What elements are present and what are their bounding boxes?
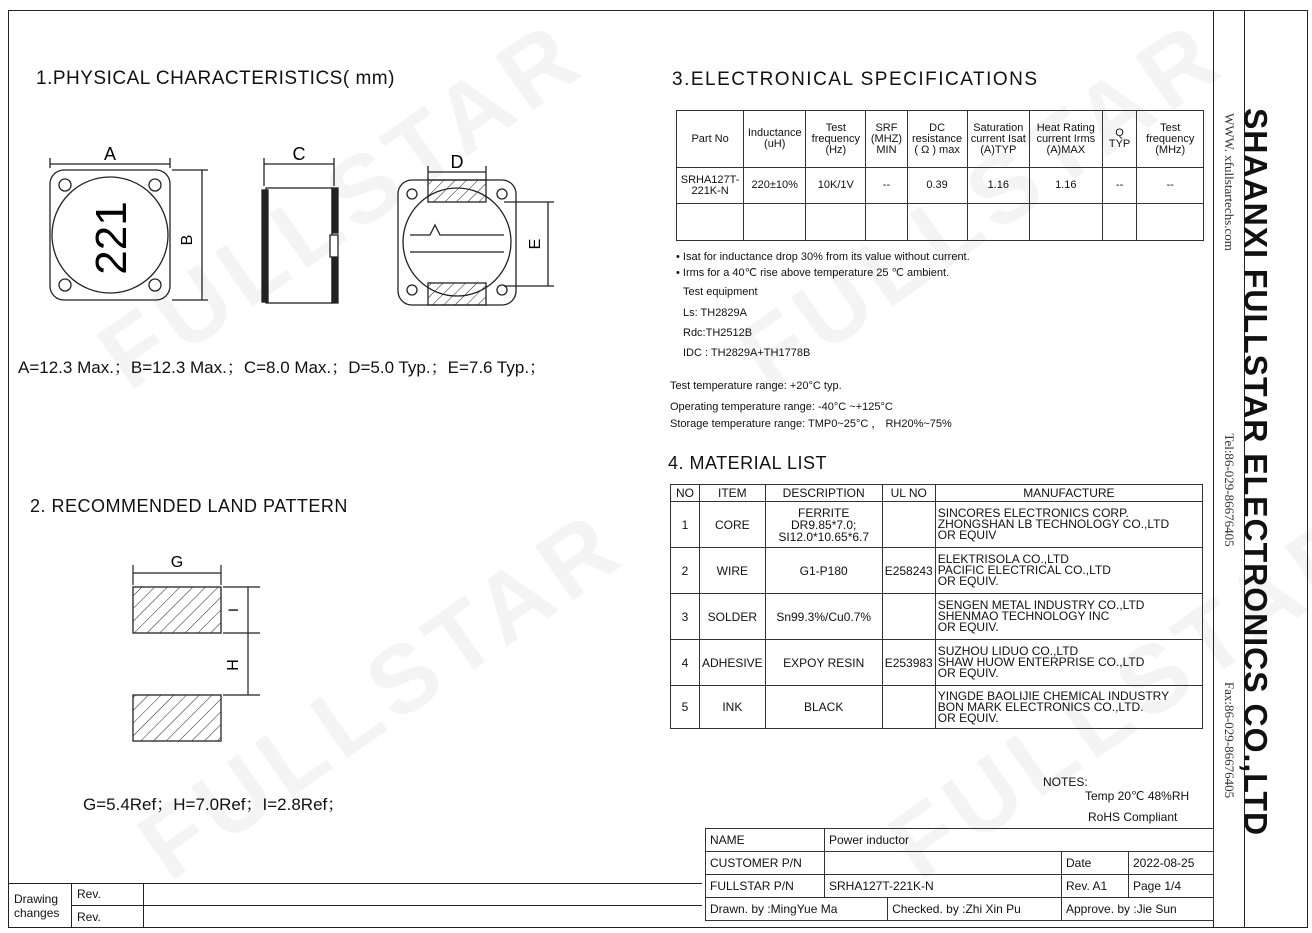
material-row	[671, 640, 1203, 686]
changes-divider	[71, 905, 702, 906]
note-equipment: Test equipment	[683, 286, 758, 298]
material-item: SOLDER	[700, 594, 766, 640]
material-item: ADHESIVE	[700, 640, 766, 686]
material-manufacturer: SINCORES ELECTRONICS CORP. ZHONGSHAN LB TECHNOLOGY CO.,LTD OR EQUIV	[935, 502, 1202, 548]
name-value: Power inductor	[825, 829, 1214, 852]
material-table	[670, 484, 1203, 729]
spec-data-row	[677, 168, 1204, 204]
material-desc: BLACK	[765, 686, 882, 729]
spec-cell: --	[1102, 168, 1137, 204]
material-row	[671, 502, 1203, 548]
spec-header: Q TYP	[1102, 111, 1137, 168]
note-irms: • Irms for a 40℃ rise above temperature 25 ℃ ambient.	[676, 267, 950, 279]
material-item: WIRE	[700, 548, 766, 594]
spec-header: DC resistance ( Ω ) max	[907, 111, 967, 168]
material-desc: EXPOY RESIN	[765, 640, 882, 686]
spec-header-row	[677, 111, 1204, 168]
company-website: WWW. xfullstartechs.com	[1222, 113, 1237, 251]
material-row	[671, 686, 1203, 729]
note-isat: • Isat for inductance drop 30% from its value without current.	[676, 251, 970, 263]
dim-label-d: D	[450, 152, 464, 172]
material-manufacturer: SENGEN METAL INDUSTRY CO.,LTD SHENMAO TECHNOLOGY INC OR EQUIV.	[935, 594, 1202, 640]
material-desc: FERRITE DR9.85*7.0; SI12.0*10.65*6.7	[765, 502, 882, 548]
note-test-temp: Test temperature range: +20°C typ.	[670, 380, 842, 392]
spec-table	[676, 110, 1204, 241]
spec-cell: --	[866, 168, 907, 204]
company-fax: Fax:86-029-86676405	[1222, 681, 1237, 799]
note-idc: IDC : TH2829A+TH1778B	[683, 347, 811, 359]
spec-header: Test frequency (MHz)	[1137, 111, 1204, 168]
material-header: MANUFACTURE	[935, 485, 1202, 502]
bottom-view	[398, 166, 554, 305]
material-header-row	[671, 485, 1203, 502]
spec-empty-row	[677, 204, 1204, 241]
material-manufacturer: ELEKTRISOLA CO.,LTD PACIFIC ELECTRICAL CO.,LTD OR EQUIV.	[935, 548, 1202, 594]
part-marking: 221	[87, 201, 136, 275]
spec-header: Inductance (uH)	[744, 111, 806, 168]
physical-drawing	[20, 140, 580, 315]
material-ul	[882, 502, 935, 548]
fullstar-pn-label: FULLSTAR P/N	[706, 875, 825, 898]
spec-header: Heat Rating current Irms (A)MAX	[1029, 111, 1102, 168]
material-desc: Sn99.3%/Cu0.7%	[765, 594, 882, 640]
land-label-g: G	[170, 554, 184, 571]
physical-dimensions: A=12.3 Max.；B=12.3 Max.；C=8.0 Max.；D=5.0 Typ.；E=7.6 Typ.；	[18, 358, 547, 377]
material-no: 4	[671, 640, 700, 686]
spec-cell: --	[1137, 168, 1204, 204]
checked-by: Checked. by :Zhi Xin Pu	[888, 898, 1062, 921]
rev-row-2: Rev.	[77, 910, 101, 924]
title-block	[705, 828, 1214, 921]
spec-header: Saturation current Isat (A)TYP	[967, 111, 1029, 168]
land-label-i: I	[225, 608, 241, 612]
fullstar-pn-value: SRHA127T-221K-N	[825, 875, 1062, 898]
dim-label-e: E	[527, 238, 544, 250]
material-item: INK	[700, 686, 766, 729]
company-name: SHAANXI FULLSTAR ELECTRONICS CO.,LTD	[1237, 107, 1274, 837]
material-item: CORE	[700, 502, 766, 548]
spec-cell: 1.16	[1029, 168, 1102, 204]
approved-by: Approve. by :Jie Sun	[1062, 898, 1214, 921]
title-block-row	[706, 829, 1214, 852]
dim-label-b: B	[179, 234, 196, 246]
material-header: DESCRIPTION	[765, 485, 882, 502]
dim-label-a: A	[103, 144, 117, 164]
title-block-row	[706, 898, 1214, 921]
rev-row-1: Rev.	[77, 887, 101, 901]
material-ul	[882, 686, 935, 729]
spec-header: SRF (MHZ) MIN	[866, 111, 907, 168]
material-ul: E258243	[882, 548, 935, 594]
notes-rohs: RoHS Compliant	[1088, 810, 1178, 824]
spec-cell: 0.39	[907, 168, 967, 204]
spec-cell: 10K/1V	[806, 168, 866, 204]
rev-label: Rev. A1	[1062, 875, 1129, 898]
physical-title: 1.PHYSICAL CHARACTERISTICS( mm)	[36, 68, 395, 89]
material-header: NO	[671, 485, 700, 502]
name-label: NAME	[706, 829, 825, 852]
title-block-row	[706, 875, 1214, 898]
spec-header: Test frequency (Hz)	[806, 111, 866, 168]
notes-label: NOTES:	[1043, 775, 1088, 789]
date-label: Date	[1062, 852, 1129, 875]
company-tel: Tel:86-029-86676405	[1222, 433, 1237, 547]
land-pattern-title: 2. RECOMMENDED LAND PATTERN	[30, 496, 348, 516]
material-no: 2	[671, 548, 700, 594]
note-ls: Ls: TH2829A	[683, 307, 748, 319]
drawn-by: Drawn. by :MingYue Ma	[706, 898, 888, 921]
land-pattern-drawing	[120, 545, 280, 750]
material-header: UL NO	[882, 485, 935, 502]
note-storage-temp: Storage temperature range: TMP0~25°C ， RH20%~75%	[670, 418, 952, 430]
page-value: Page 1/4	[1129, 875, 1214, 898]
customer-value	[825, 852, 1062, 875]
spec-cell: 220±10%	[744, 168, 806, 204]
note-operating-temp: Operating temperature range: -40°C ~+125°C	[670, 401, 893, 413]
dim-label-c: C	[292, 144, 306, 164]
spec-cell: SRHA127T-221K-N	[677, 168, 744, 204]
material-ul: E253983	[882, 640, 935, 686]
spec-cell: 1.16	[967, 168, 1029, 204]
spec-header: Part No	[677, 111, 744, 168]
material-desc: G1-P180	[765, 548, 882, 594]
electrical-title: 3.ELECTRONICAL SPECIFICATIONS	[672, 69, 1039, 90]
material-ul	[882, 594, 935, 640]
material-row	[671, 594, 1203, 640]
material-header: ITEM	[700, 485, 766, 502]
material-manufacturer: SUZHOU LIDUO CO.,LTD SHAW HUOW ENTERPRISE CO.,LTD OR EQUIV.	[935, 640, 1202, 686]
title-block-row	[706, 852, 1214, 875]
note-rdc: Rdc:TH2512B	[683, 327, 753, 339]
customer-label: CUSTOMER P/N	[706, 852, 825, 875]
bottom-divider	[8, 883, 702, 884]
land-dimensions: G=5.4Ref；H=7.0Ref；I=2.8Ref；	[83, 795, 345, 814]
land-label-h: H	[225, 659, 242, 671]
material-no: 5	[671, 686, 700, 729]
material-manufacturer: YINGDE BAOLIJIE CHEMICAL INDUSTRY BON MARK ELECTRONICS CO.,LTD. OR EQUIV.	[935, 686, 1202, 729]
notes-temp: Temp 20℃ 48%RH	[1085, 789, 1190, 803]
material-row	[671, 548, 1203, 594]
side-view	[262, 158, 338, 303]
material-no: 1	[671, 502, 700, 548]
material-no: 3	[671, 594, 700, 640]
drawing-changes-label: Drawing changes	[14, 892, 60, 920]
side-divider	[1213, 10, 1214, 928]
date-value: 2022-08-25	[1129, 852, 1214, 875]
material-title: 4. MATERIAL LIST	[668, 453, 828, 473]
